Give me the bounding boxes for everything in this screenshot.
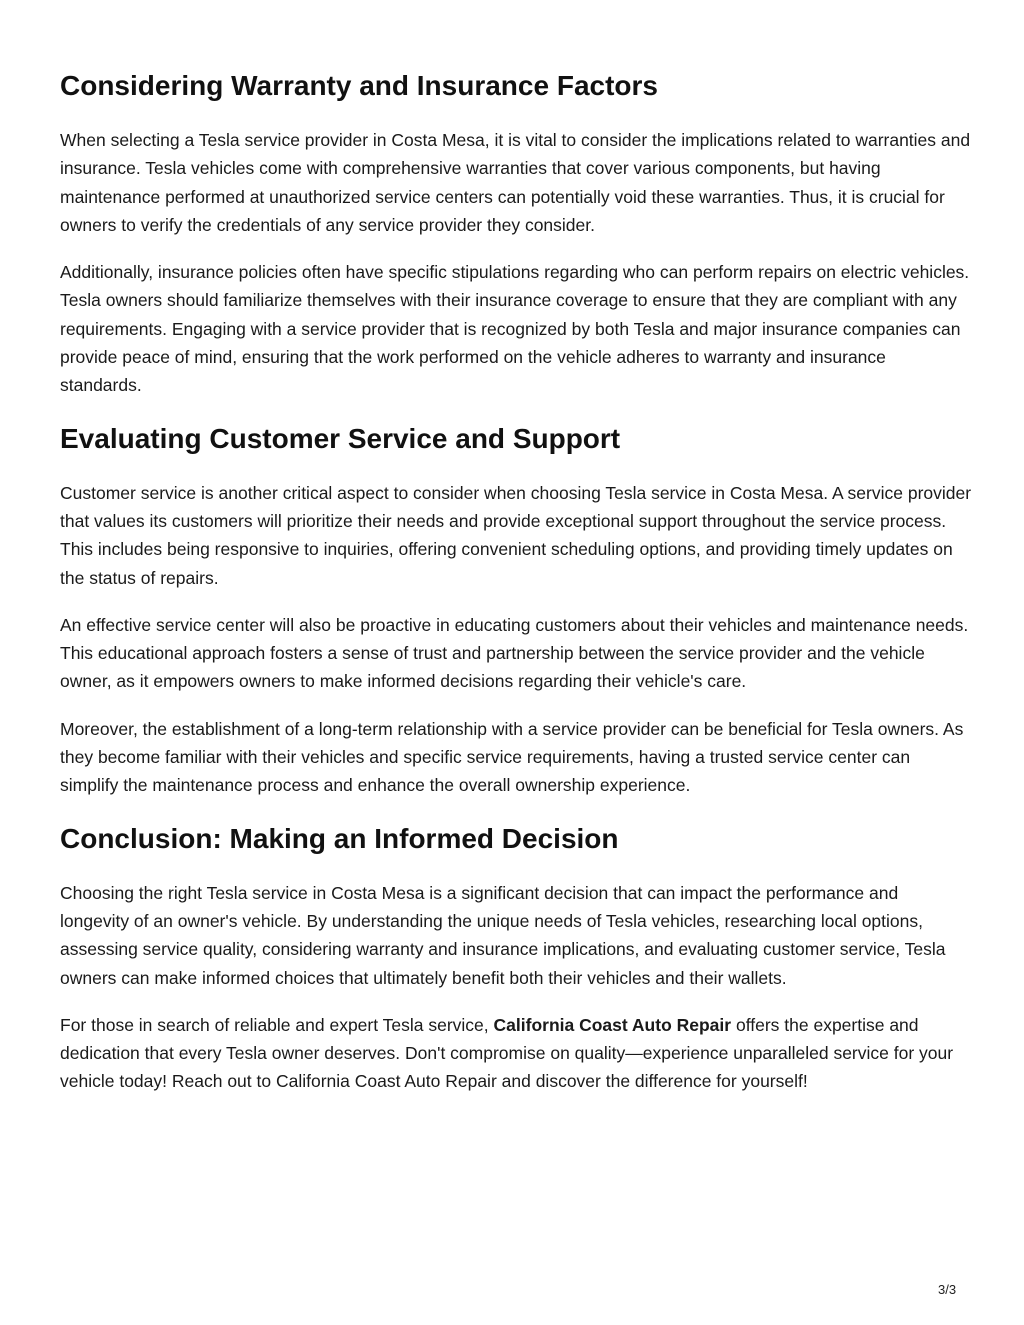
closing-paragraph bbox=[60, 1011, 972, 1096]
closing-text-after: offers the expertise and dedication that every Tesla owner deserves. Don't compromise on quality—experience unparalleled service for your vehicle today! Reach out to California Coast Auto Repair and discover the difference for yourself! bbox=[60, 1014, 954, 1092]
section-customer-service bbox=[60, 419, 972, 800]
section-heading: Considering Warranty and Insurance Factors bbox=[60, 70, 658, 101]
paragraph: Moreover, the establishment of a long-term relationship with a service provider can be beneficial for Tesla owners. As they become familiar with their vehicles and specific service requirements, having a trusted service center can simplify the maintenance process and enhance the overall ownership experience. bbox=[60, 718, 964, 796]
paragraph: Customer service is another critical aspect to consider when choosing Tesla service in Costa Mesa. A service provider that values its customers will prioritize their needs and provide exceptional support throughout the service process. This includes being responsive to inquiries, offering convenient scheduling options, and providing timely updates on the status of repairs. bbox=[60, 482, 972, 588]
paragraph: Additionally, insurance policies often have specific stipulations regarding who can perform repairs on electric vehicles. Tesla owners should familiarize themselves with their insurance coverage to ensure that they are compliant with any requirements. Engaging with a service provider that is recognized by both Tesla and major insurance companies can provide peace of mind, ensuring that the work performed on the vehicle adheres to warranty and insurance standards. bbox=[60, 262, 970, 396]
business-name: California Coast Auto Repair bbox=[493, 1014, 732, 1035]
paragraph: When selecting a Tesla service provider in Costa Mesa, it is vital to consider the implications related to warranties and insurance. Tesla vehicles come with comprehensive warranties that cover various components, but having maintenance performed at unauthorized service centers can potentially void these warranties. Thus, it is crucial for owners to verify the credentials of any service provider they consider. bbox=[60, 130, 971, 235]
section-heading: Evaluating Customer Service and Support bbox=[60, 422, 621, 454]
document-page bbox=[60, 66, 972, 1115]
section-warranty-insurance bbox=[60, 66, 972, 400]
page-number: 3/3 bbox=[938, 1282, 957, 1297]
paragraph: Choosing the right Tesla service in Costa Mesa is a significant decision that can impact the performance and longevity of an owner's vehicle. By understanding the unique needs of Tesla vehicles, researching local options, assessing service quality, considering warranty and insurance implications, and evaluating customer service, Tesla owners can make informed choices that ultimately benefit both their vehicles and their wallets. bbox=[60, 882, 946, 988]
section-conclusion bbox=[60, 819, 972, 1096]
closing-text-before: For those in search of reliable and expert Tesla service, bbox=[60, 1014, 494, 1035]
section-heading: Conclusion: Making an Informed Decision bbox=[60, 822, 619, 854]
paragraph: An effective service center will also be proactive in educating customers about their vehicles and maintenance needs. This educational approach fosters a sense of trust and partnership between the service provider and the vehicle owner, as it empowers owners to make informed decisions regarding their vehicle's care. bbox=[60, 614, 969, 692]
